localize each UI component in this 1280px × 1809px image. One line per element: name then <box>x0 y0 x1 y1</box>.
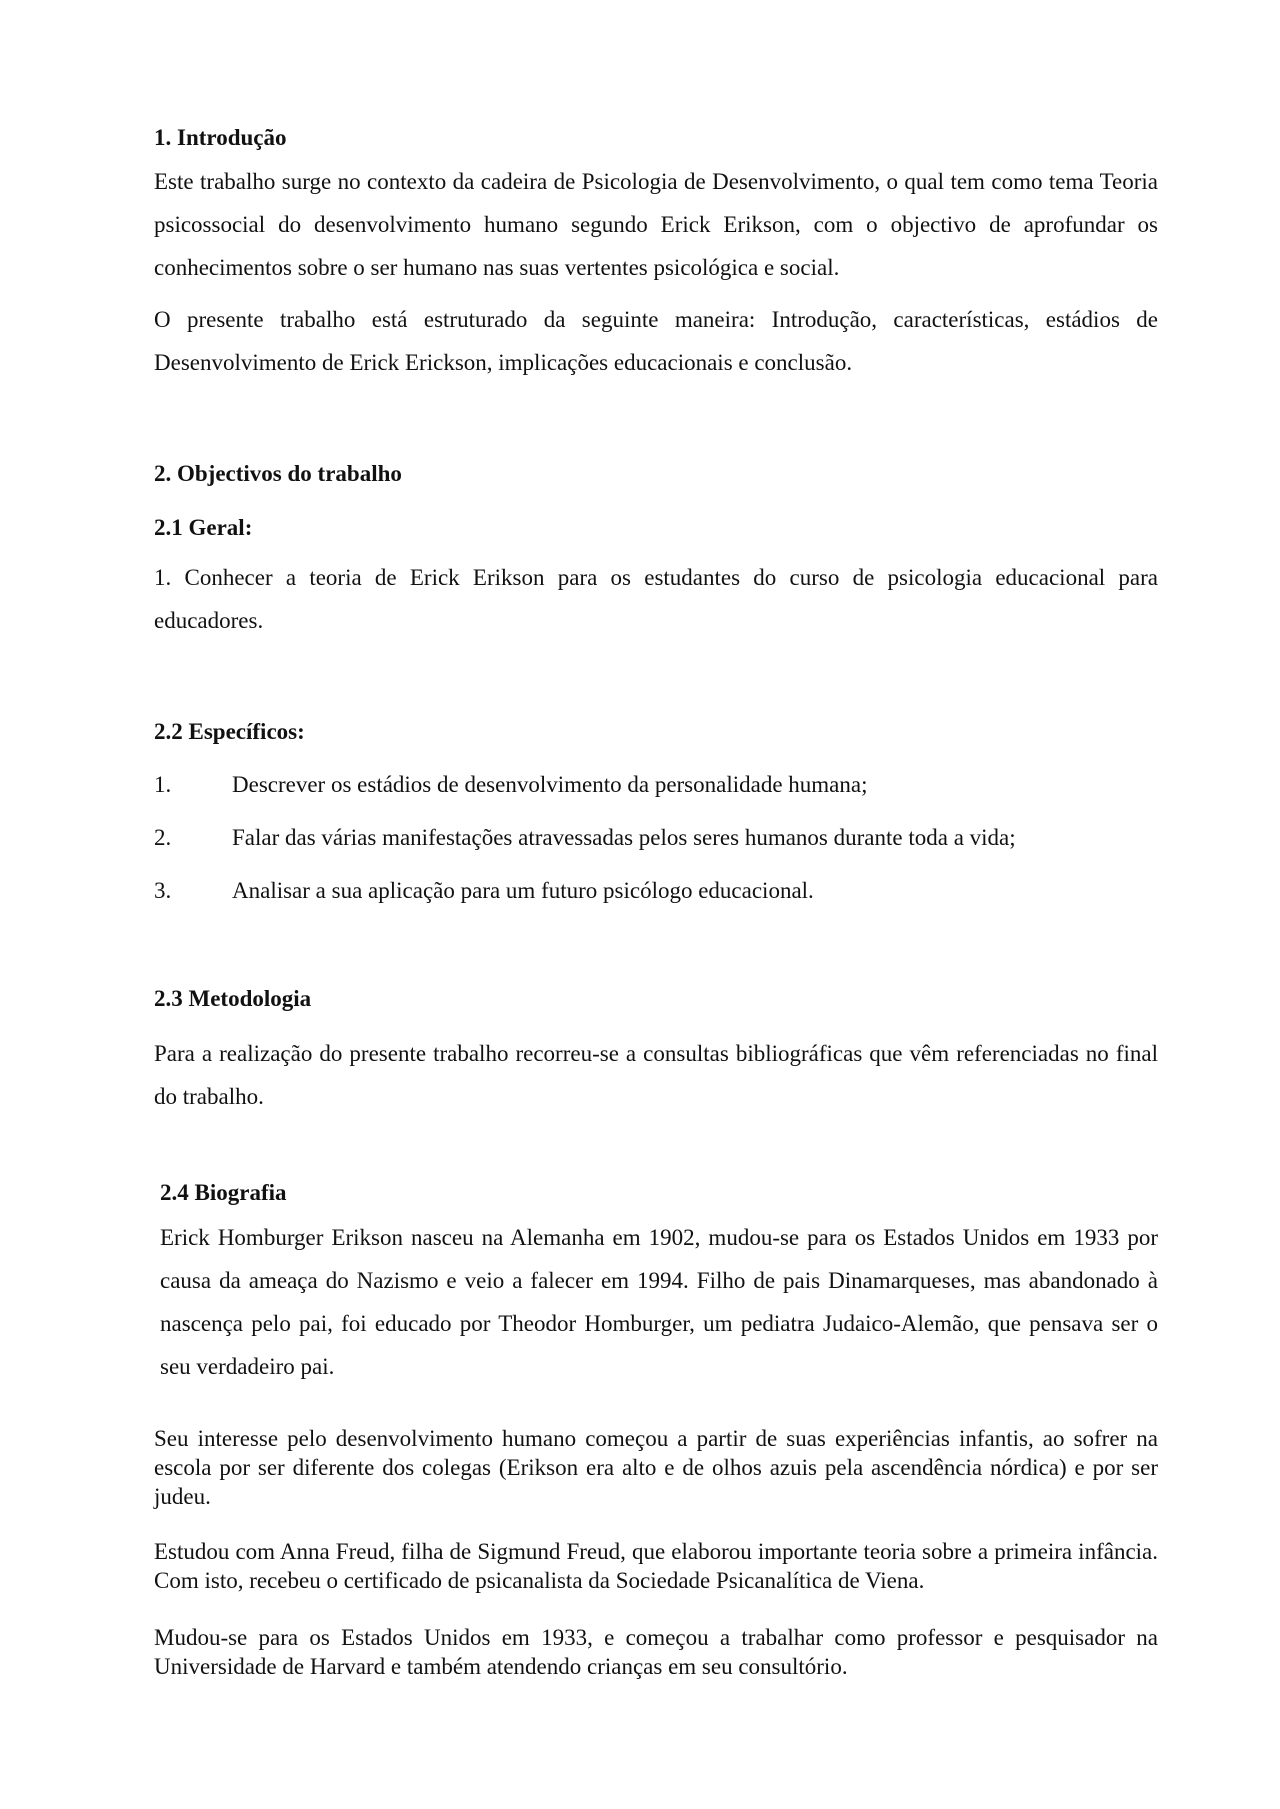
list-item-number: 1. <box>154 772 172 797</box>
objectives-heading: 2. Objectivos do trabalho <box>154 461 402 486</box>
list-item-number: 2. <box>154 825 172 850</box>
list-item <box>154 823 1158 853</box>
methodology-heading: 2.3 Metodologia <box>154 986 312 1011</box>
list-item-number: 3. <box>154 878 172 903</box>
list-item-text: Falar das várias manifestações atravessadas pelos seres humanos durante toda a vida; <box>232 825 1016 850</box>
specific-objectives-heading: 2.2 Específicos: <box>154 719 305 744</box>
biography-heading: 2.4 Biografia <box>160 1180 287 1205</box>
biography-paragraph-3: Estudou com Anna Freud, filha de Sigmund Freud, que elaborou importante teoria sobre a primeira infância. Com isto, recebeu o certificado de psicanalista da Sociedade Psicanalítica de Viena. <box>154 1539 1158 1593</box>
list-item-text: Analisar a sua aplicação para um futuro psicólogo educacional. <box>232 878 814 903</box>
general-objective-heading: 2.1 Geral: <box>154 515 253 540</box>
intro-heading: 1. Introdução <box>154 125 287 150</box>
biography-paragraph-4: Mudou-se para os Estados Unidos em 1933, e começou a trabalhar como professor e pesquisador na Universidade de Harvard e também atendendo crianças em seu consultório. <box>154 1625 1158 1679</box>
intro-paragraph-2: O presente trabalho está estruturado da seguinte maneira: Introdução, características, estádios de Desenvolvimento de Erick Erickson, implicações educacionais e conclusão. <box>154 307 1158 375</box>
methodology-text: Para a realização do presente trabalho recorreu-se a consultas bibliográficas que vêm referenciadas no final do trabalho. <box>154 1041 1158 1109</box>
list-item <box>154 770 1158 800</box>
list-item-text: Descrever os estádios de desenvolvimento da personalidade humana; <box>232 772 868 797</box>
intro-paragraph-1: Este trabalho surge no contexto da cadeira de Psicologia de Desenvolvimento, o qual tem como tema Teoria psicossocial do desenvolvimento humano segundo Erick Erikson, com o objectivo de aprofundar os conhecimentos sobre o ser humano nas suas vertentes psicológica e social. <box>154 169 1158 280</box>
biography-paragraph-1: Erick Homburger Erikson nasceu na Alemanha em 1902, mudou-se para os Estados Unidos em 1933 por causa da ameaça do Nazismo e veio a falecer em 1994. Filho de pais Dinamarqueses, mas abandonado à nascença pelo pai, foi educado por Theodor Homburger, um pediatra Judaico-Alemão, que pensava ser o seu verdadeiro pai. <box>160 1225 1158 1379</box>
biography-paragraph-2: Seu interesse pelo desenvolvimento humano começou a partir de suas experiências infantis, ao sofrer na escola por ser diferente dos colegas (Erikson era alto e de olhos azuis pela ascendência nórdica) e por ser judeu. <box>154 1426 1158 1509</box>
list-item <box>154 876 1158 906</box>
general-objective-text: 1. Conhecer a teoria de Erick Erikson para os estudantes do curso de psicologia educacional para educadores. <box>154 565 1158 633</box>
